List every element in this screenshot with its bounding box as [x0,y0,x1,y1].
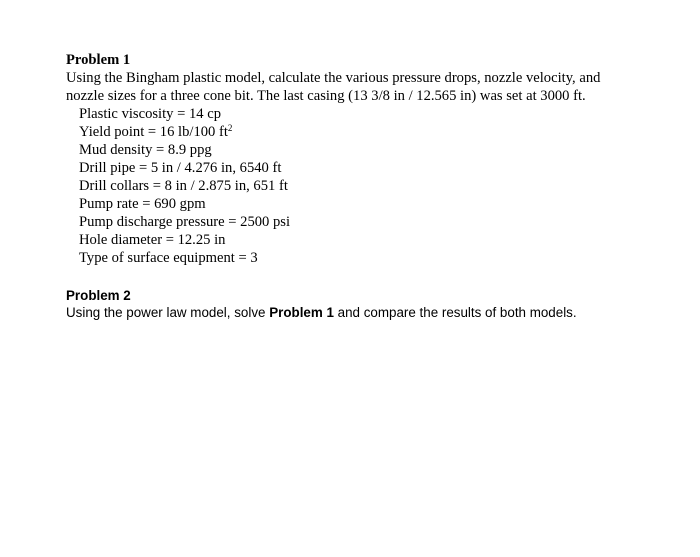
given-yield-point [79,123,676,141]
given-data-list [66,105,676,267]
problem-2-statement [66,304,676,321]
problem-1-statement-line-2: nozzle sizes for a three cone bit. The last casing (13 3/8 in / 12.565 in) was set at 3000 ft. [66,88,586,104]
problem-1-statement-line-1: Using the Bingham plastic model, calculate the various pressure drops, nozzle velocity, and [66,70,601,86]
problem-1-section [66,51,676,267]
given-pump-rate: Pump rate = 690 gpm [79,196,206,212]
given-pump-discharge-pressure: Pump discharge pressure = 2500 psi [79,214,291,230]
given-mud-density: Mud density = 8.9 ppg [79,142,212,158]
problem-2-reference: Problem 1 [269,305,334,320]
yield-point-exponent: 2 [227,123,233,133]
problem-2-section [66,287,676,321]
given-plastic-viscosity: Plastic viscosity = 14 cp [79,106,221,122]
problem-2-title: Problem 2 [66,288,131,303]
given-drill-collars: Drill collars = 8 in / 2.875 in, 651 ft [79,178,288,194]
problem-2-text-after: and compare the results of both models. [333,305,577,320]
given-hole-diameter: Hole diameter = 12.25 in [79,232,226,248]
problem-1-title: Problem 1 [66,52,131,68]
given-surface-equipment: Type of surface equipment = 3 [79,250,258,266]
yield-point-text: Yield point = 16 lb/100 ft [79,124,228,140]
problem-2-text-before: Using the power law model, solve [66,305,270,320]
given-drill-pipe: Drill pipe = 5 in / 4.276 in, 6540 ft [79,160,282,176]
